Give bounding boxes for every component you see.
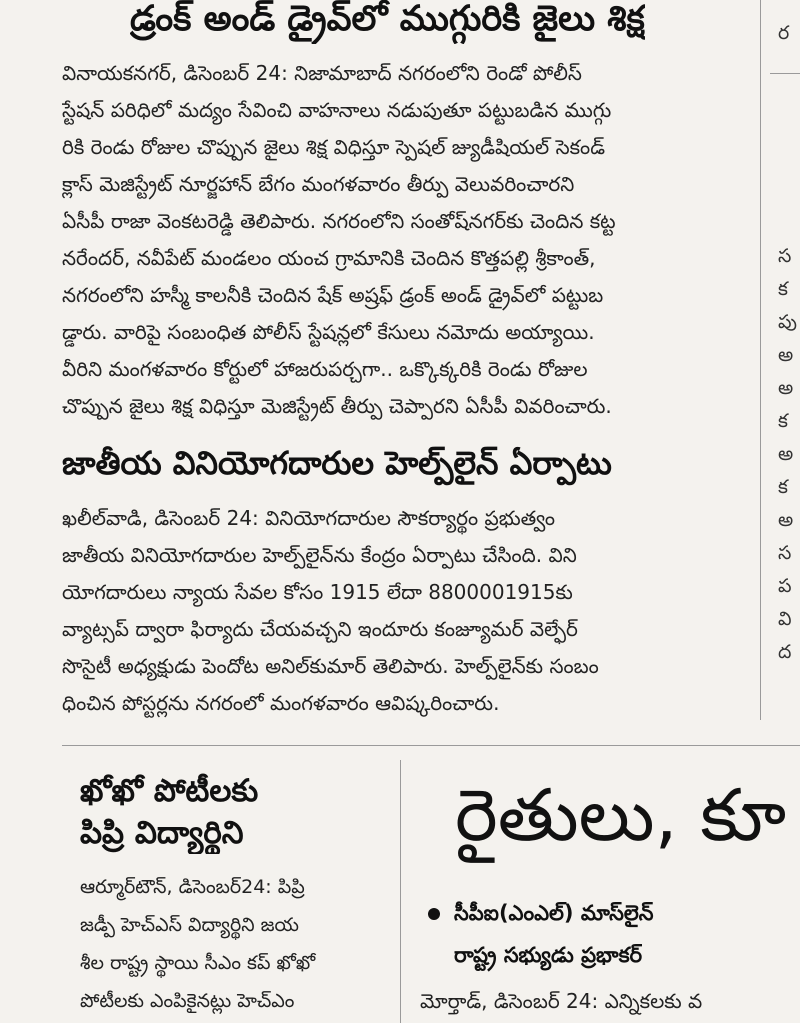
right-edge-char: ద bbox=[778, 641, 792, 663]
article4-subhead-line2: రాష్ట్ర సభ్యుడు ప్రభాకర్ bbox=[454, 943, 643, 967]
right-edge-top-char: ర bbox=[778, 22, 790, 44]
body-line: యోగదారులు న్యాయ సేవల కోసం 1915 లేదా 8800001915కు bbox=[62, 580, 573, 604]
right-edge-char: క bbox=[778, 410, 788, 432]
article1-headline: డ్రంక్ అండ్ డ్రైవ్‌లో ముగ్గురికి జైలు శిక్ష bbox=[130, 0, 645, 39]
article3-headline-line1: ఖోఖో పోటీలకు bbox=[80, 773, 259, 809]
body-line: రికి రెండు రోజుల చొప్పున జైలు శిక్ష విధిస్తూ స్పెషల్ జ్యుడీషియల్ సెకండ్ bbox=[62, 135, 605, 159]
article1-body bbox=[62, 55, 752, 425]
body-line: చొప్పున జైలు శిక్ష విధిస్తూ మెజిస్ట్రేట్ తీర్పు చెప్పారని ఏసీపీ వివరించారు. bbox=[62, 394, 612, 418]
right-edge-char: ప bbox=[778, 575, 792, 597]
body-line: ఏసీపీ రాజా వెంకటరెడ్డి తెలిపారు. నగరంలోని సంతోష్‌నగర్‌కు చెందిన కట్ట bbox=[62, 209, 616, 233]
right-column-top-rule bbox=[770, 73, 800, 74]
body-line: శీల రాష్ట్ర స్థాయి సీఎం కప్ ఖోఖో bbox=[80, 952, 316, 974]
bullet-icon bbox=[428, 908, 440, 920]
article4-body bbox=[420, 982, 800, 1023]
right-edge-char: స bbox=[778, 245, 792, 267]
right-edge-char: క bbox=[778, 476, 788, 498]
section-rule bbox=[62, 745, 800, 746]
right-edge-char: అ bbox=[778, 344, 794, 366]
right-edge-char: వి bbox=[778, 608, 792, 630]
article3-body bbox=[80, 868, 400, 1023]
right-edge-char: అ bbox=[778, 377, 794, 399]
right-edge-char: అ bbox=[778, 443, 794, 465]
right-edge-char: పు bbox=[778, 311, 797, 333]
column-rule-right bbox=[760, 0, 761, 720]
article4-subhead-text1: సీపీఐ(ఎంఎల్) మాస్‌లైన్ bbox=[454, 901, 654, 925]
body-line: మోర్తాడ్, డిసెంబర్ 24: ఎన్నికలకు వ bbox=[420, 989, 703, 1013]
body-line: పోటీలకు ఎంపికైనట్లు హెచ్ఎం bbox=[80, 990, 295, 1012]
article3-headline-line2: పిప్రి విద్యార్థిని bbox=[80, 815, 244, 851]
column-rule-lower bbox=[400, 760, 401, 1023]
right-edge-char: స bbox=[778, 542, 792, 564]
body-line: ఆర్మూర్‌టౌన్, డిసెంబర్24: పిప్రి bbox=[80, 876, 305, 898]
article4-headline: రైతులు, కూ bbox=[455, 773, 787, 857]
body-line: ధించిన పోస్టర్లను నగరంలో మంగళవారం ఆవిష్కరించారు. bbox=[62, 691, 500, 715]
body-line: వినాయకనగర్, డిసెంబర్ 24: నిజామాబాద్ నగరంలోని రెండో పోలీస్ bbox=[62, 61, 582, 85]
body-line: వీరిని మంగళవారం కోర్టులో హాజరుపర్చగా.. ఒక్కొక్కరికి రెండు రోజుల bbox=[62, 357, 588, 381]
right-edge-char: అ bbox=[778, 509, 794, 531]
body-line: జడ్పీ హెచ్ఎస్ విద్యార్థిని జయ bbox=[80, 914, 299, 936]
body-line: జాతీయ వినియోగదారుల హెల్ప్‌లైన్‌ను కేంద్రం ఏర్పాటు చేసింది. విని bbox=[62, 543, 577, 567]
body-line: క్లాస్ మెజిస్ట్రేట్ నూర్జహాన్ బేగం మంగళవారం తీర్పు వెలువరించారని bbox=[62, 172, 575, 196]
body-line: డ్డారు. వారిపై సంబంధిత పోలీస్ స్టేషన్లలో కేసులు నమోదు అయ్యాయి. bbox=[62, 320, 595, 344]
right-edge-char: క bbox=[778, 278, 788, 300]
body-line: నరేందర్, నవీపేట్ మండలం యంచ గ్రామానికి చెందిన కొత్తపల్లి శ్రీకాంత్, bbox=[62, 246, 596, 270]
body-line: స్టేషన్ పరిధిలో మద్యం సేవించి వాహనాలు నడుపుతూ పట్టుబడిన ముగ్గు bbox=[62, 98, 612, 122]
article4-subhead-line1 bbox=[428, 893, 654, 933]
body-line: ఖలీల్‌వాడి, డిసెంబర్ 24: వినియోగదారుల సౌకర్యార్థం ప్రభుత్వం bbox=[62, 506, 555, 530]
article2-body bbox=[62, 500, 752, 722]
article2-headline: జాతీయ వినియోగదారుల హెల్ప్‌లైన్ ఏర్పాటు bbox=[62, 444, 612, 482]
body-line: వ్యాట్సప్ ద్వారా ఫిర్యాదు చేయవచ్చని ఇందూరు కంజ్యూమర్ వెల్ఫేర్ bbox=[62, 617, 578, 641]
body-line: సొసైటీ అధ్యక్షుడు పెందోట అనిల్‌కుమార్ తెలిపారు. హెల్ప్‌లైన్‌కు సంబం bbox=[62, 654, 599, 678]
body-line: నగరంలోని హస్మీ కాలనీకి చెందిన షేక్ అష్రఫ్ డ్రంక్ అండ్ డ్రైవ్‌లో పట్టుబ bbox=[62, 283, 604, 307]
